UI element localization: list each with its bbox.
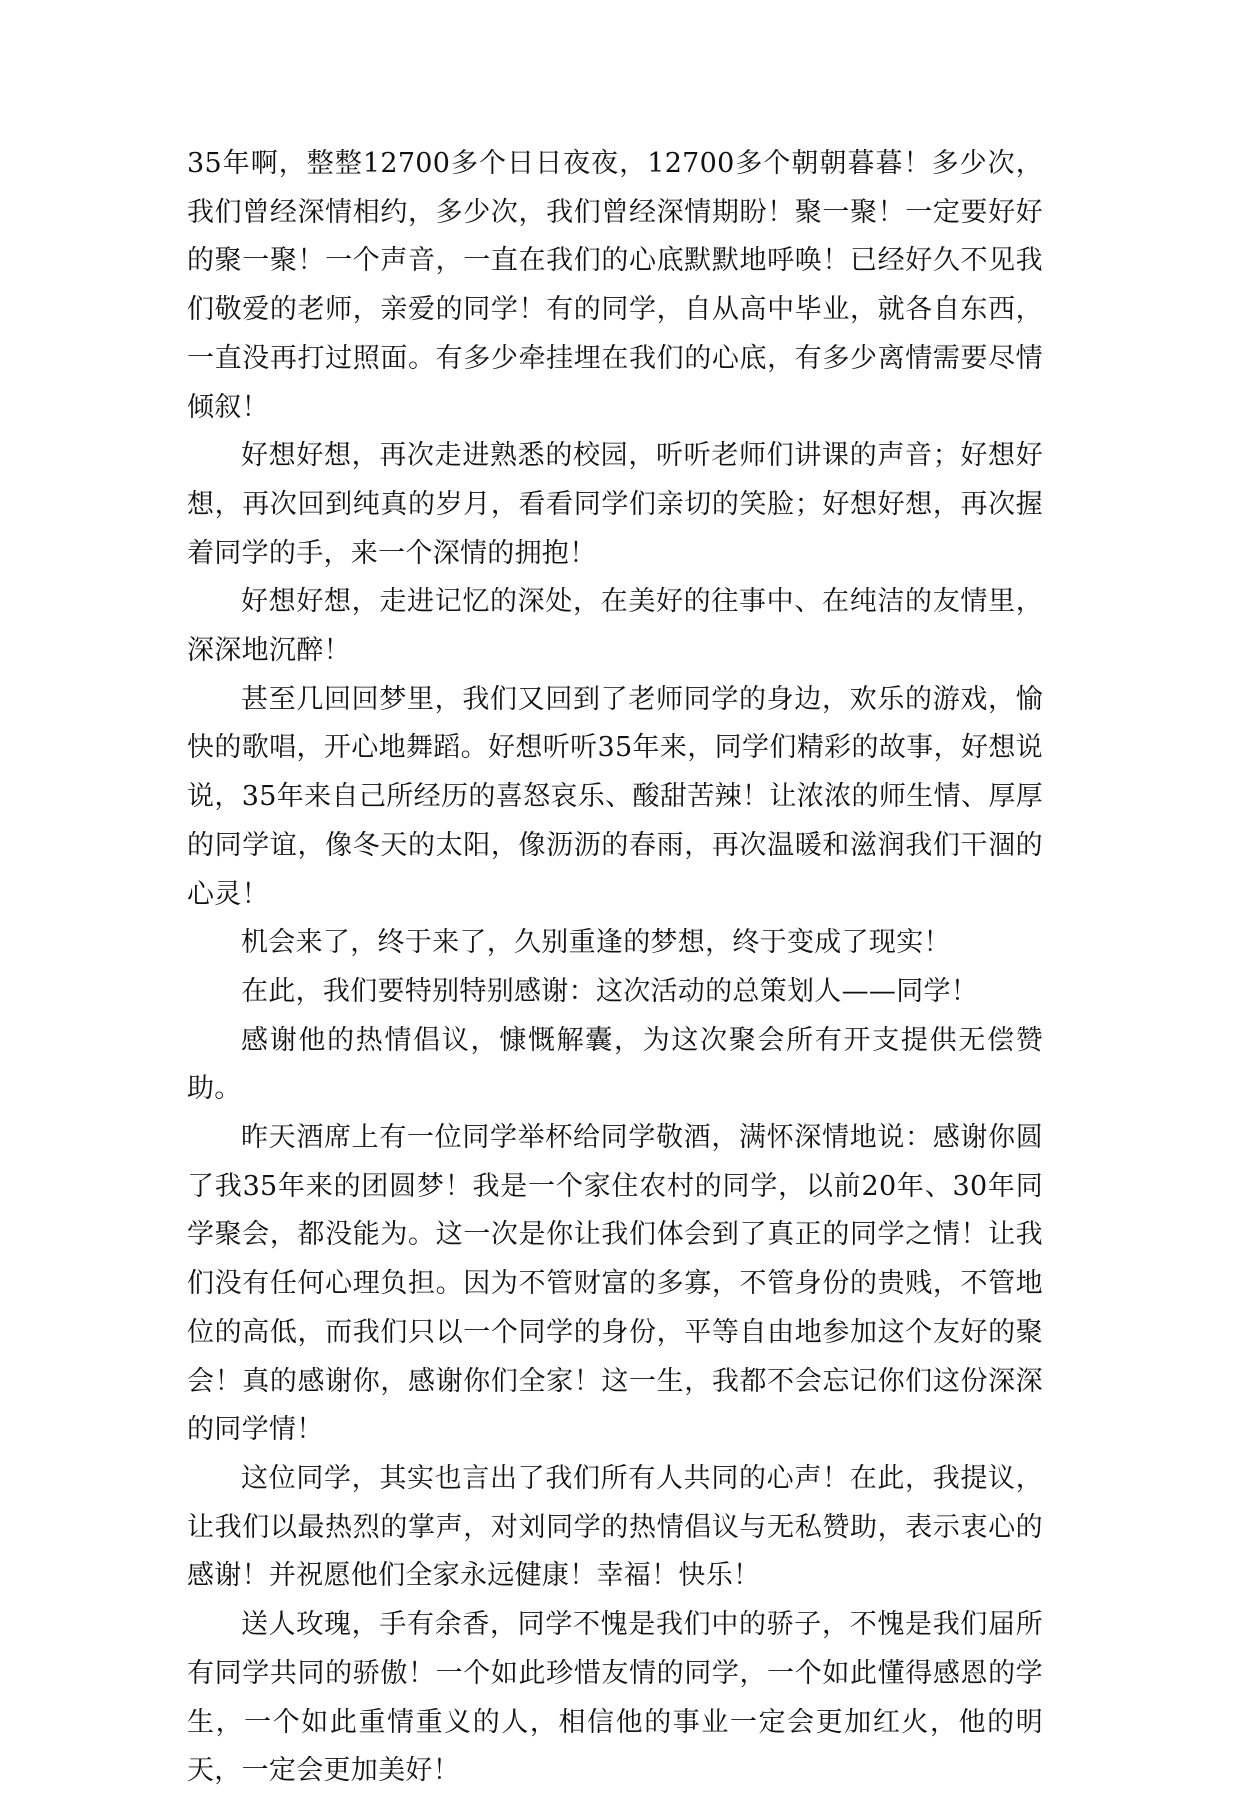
document-body <box>187 140 1043 1796</box>
paragraph-2: 好想好想，再次走进熟悉的校园，听听老师们讲课的声音；好想好想，再次回到纯真的岁月，看看同学们亲切的笑脸；好想好想，再次握着同学的手，来一个深情的拥抱！ <box>187 440 1043 569</box>
paragraph-4: 甚至几回回梦里，我们又回到了老师同学的身边，欢乐的游戏，愉快的歌唱，开心地舞蹈。好想听听35年来，同学们精彩的故事，好想说说，35年来自己所经历的喜怒哀乐、酸甜苦辣！让浓浓的师生情、厚厚的同学谊，像冬天的太阳，像沥沥的春雨，再次温暖和滋润我们干涸的心灵！ <box>187 683 1043 910</box>
paragraph-5: 机会来了，终于来了，久别重逢的梦想，终于变成了现实！ <box>241 927 951 959</box>
paragraph-3: 好想好想，走进记忆的深处，在美好的往事中、在纯洁的友情里，深深地沉醉！ <box>187 586 1043 667</box>
paragraph-8: 昨天酒席上有一位同学举杯给同学敬酒，满怀深情地说：感谢你圆了我35年来的团圆梦！我是一个家住农村的同学，以前20年、30年同学聚会，都没能为。这一次是你让我们体会到了真正的同学之情！让我们没有任何心理负担。因为不管财富的多寡，不管身份的贵贱，不管地位的高低，而我们只以一个同学的身份，平等自由地参加这个友好的聚会！真的感谢你，感谢你们全家！这一生，我都不会忘记你们这份深深的同学情！ <box>187 1122 1043 1446</box>
paragraph-9: 这位同学，其实也言出了我们所有人共同的心声！在此，我提议，让我们以最热烈的掌声，对刘同学的热情倡议与无私赞助，表示衷心的感谢！并祝愿他们全家永远健康！幸福！快乐！ <box>187 1462 1043 1592</box>
paragraph-7: 感谢他的热情倡议，慷慨解囊，为这次聚会所有开支提供无偿赞助。 <box>187 1024 1043 1105</box>
paragraph-1: 35年啊，整整12700多个日日夜夜，12700多个朝朝暮暮！多少次，我们曾经深情相约，多少次，我们曾经深情期盼！聚一聚！一定要好好的聚一聚！一个声音，一直在我们的心底默默地呼唤！已经好久不见我们敬爱的老师，亲爱的同学！有的同学，自从高中毕业，就各自东西，一直没再打过照面。有多少牵挂埋在我们的心底，有多少离情需要尽情倾叙！ <box>187 148 1043 423</box>
paragraph-6: 在此，我们要特别特别感谢：这次活动的总策划人——同学！ <box>241 975 979 1007</box>
paragraph-10: 送人玫瑰，手有余香，同学不愧是我们中的骄子，不愧是我们届所有同学共同的骄傲！一个如此珍惜友情的同学，一个如此懂得感恩的学生，一个如此重情重义的人，相信他的事业一定会更加红火，他的明天，一定会更加美好！ <box>187 1609 1043 1787</box>
